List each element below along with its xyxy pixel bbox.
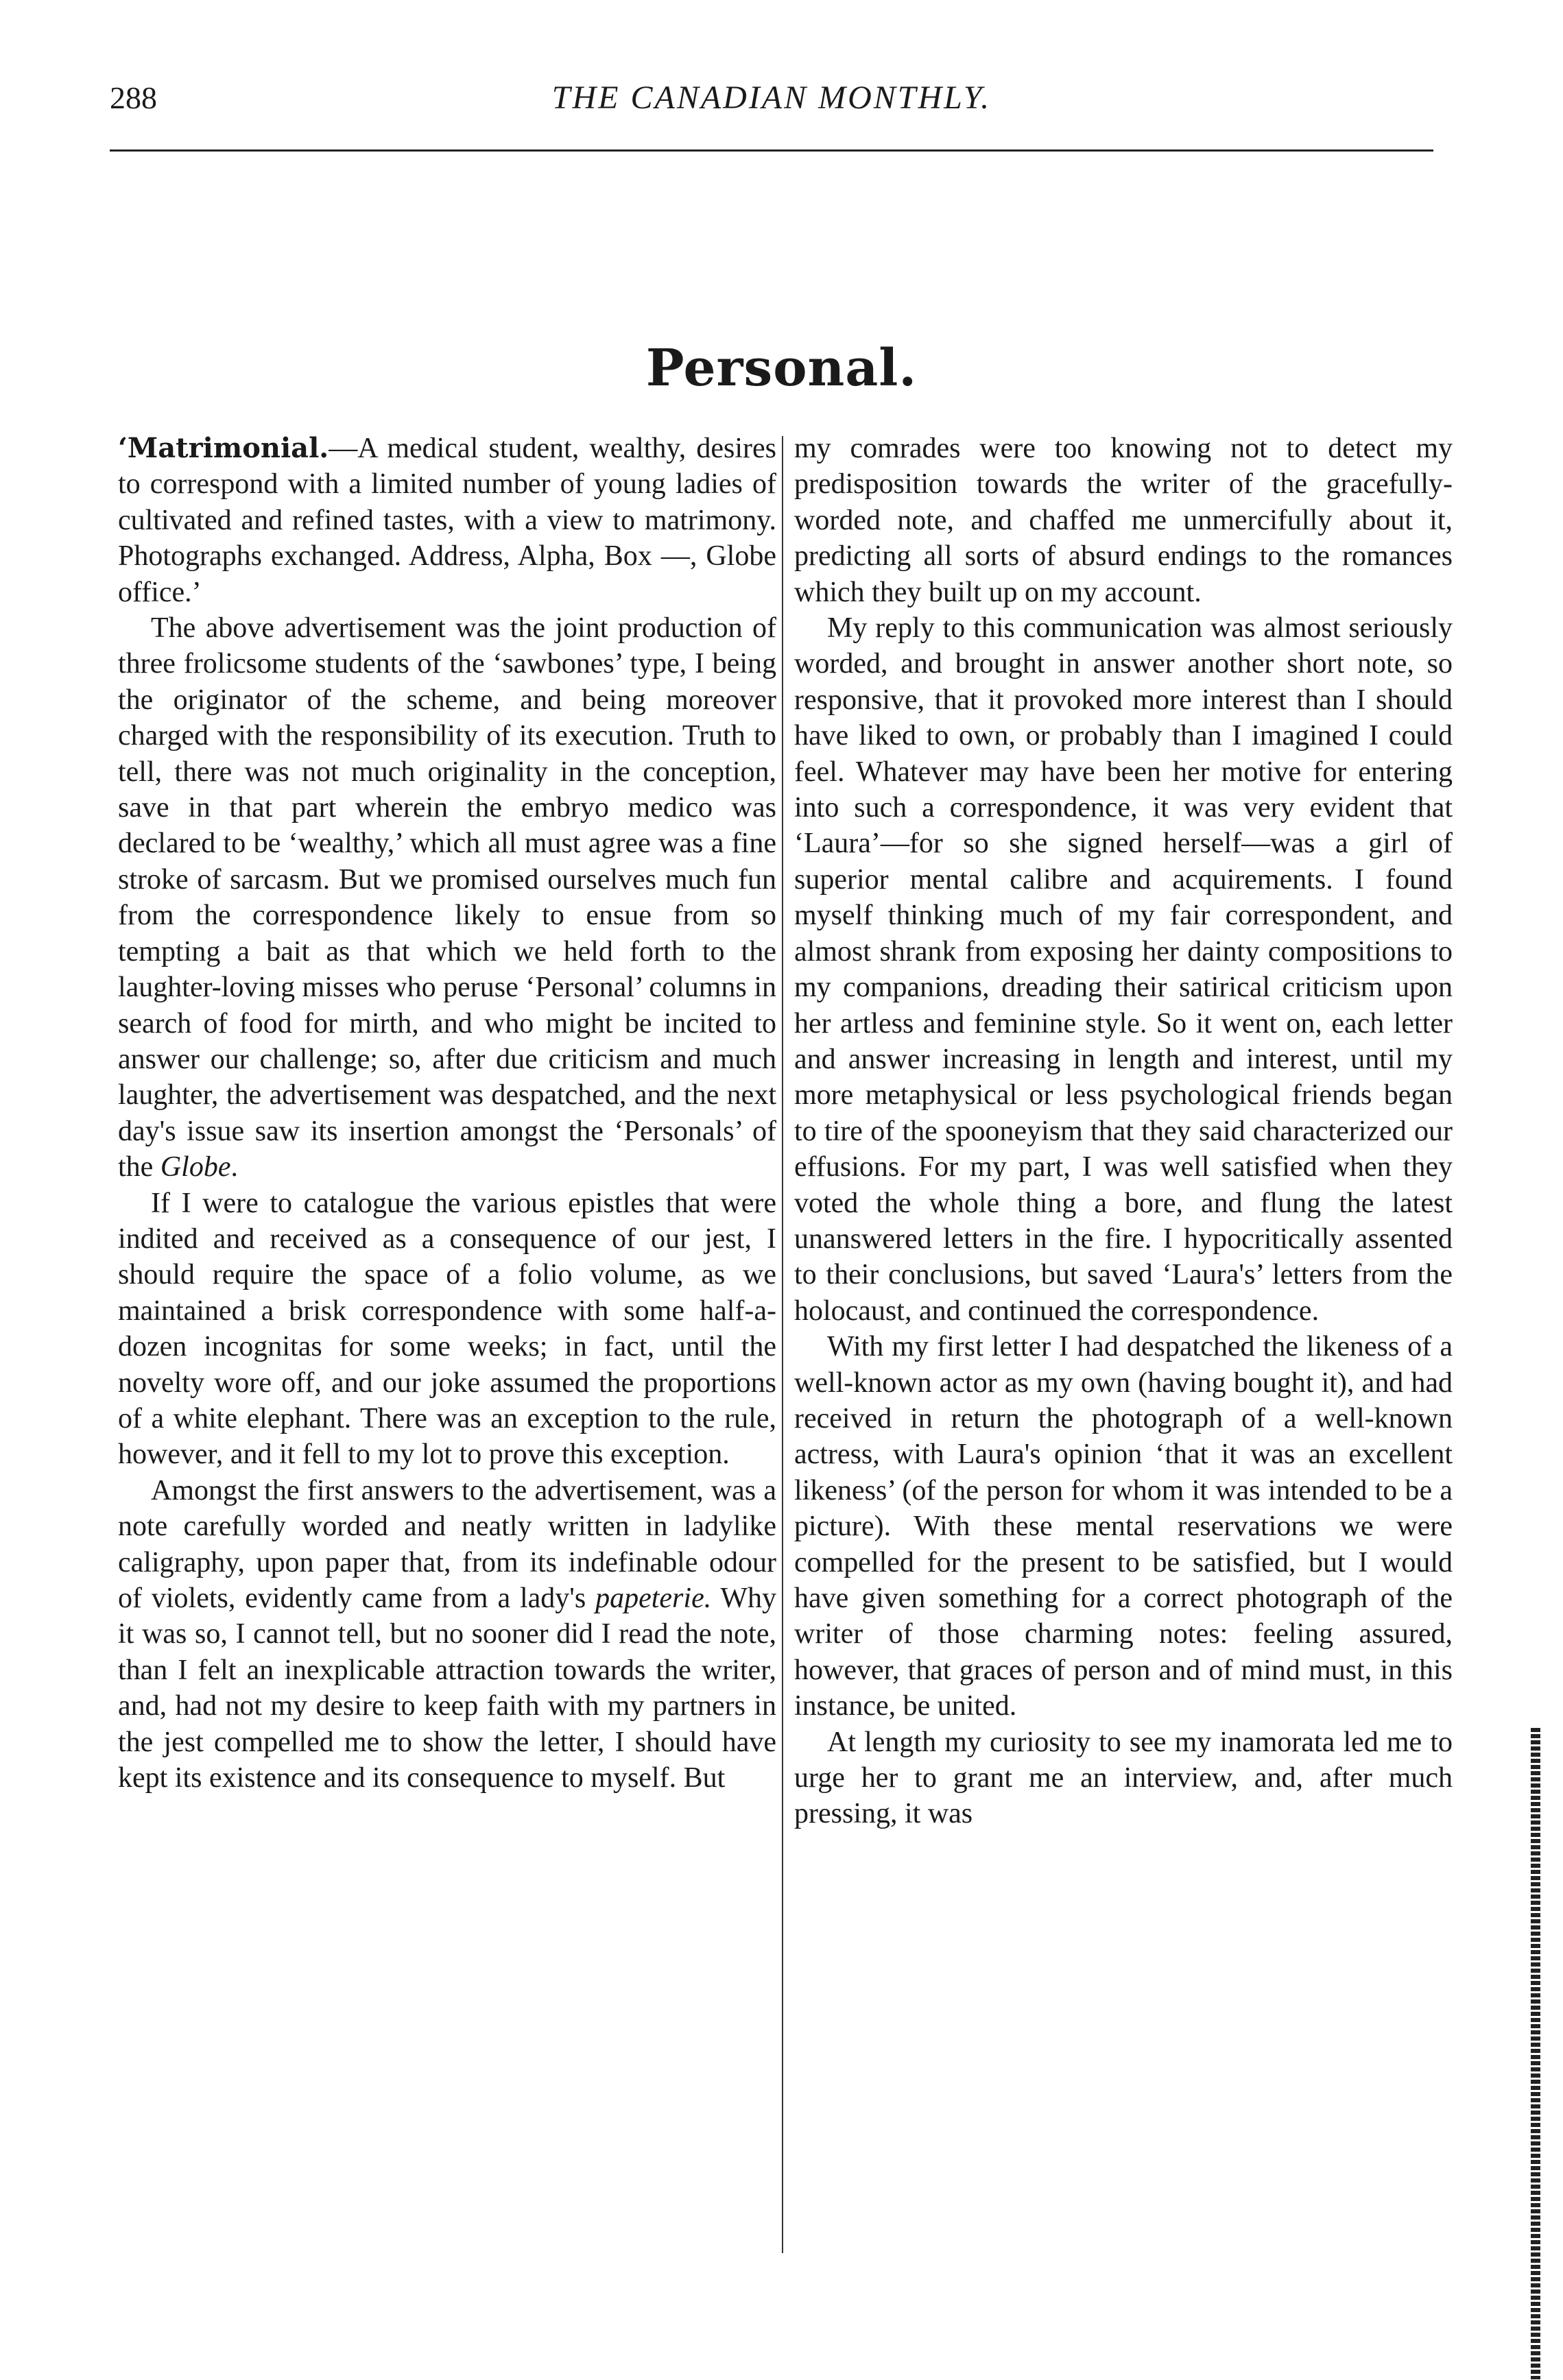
running-head xyxy=(110,74,1433,122)
journal-title: THE CANADIAN MONTHLY. xyxy=(551,80,992,116)
paragraph-text-continued: Why it was so, I cannot tell, but no sooner did I read the note, than I felt an inexplicable attraction towards the writer, and, had not my desire to keep faith with my partners in the jest compelled me to show the letter, I should have kept its existence and its consequence to myself. But xyxy=(118,1583,776,1794)
paragraph xyxy=(794,610,1453,1329)
left-column xyxy=(118,431,776,1796)
paragraph-text: The above advertisement was the joint production of three frolicsome students of the ‘sawbones’ type, I being the originator of the scheme, and being moreover charged with the responsibility of its execution. Truth to tell, there was not much originality in the conception, save in that part wherein the embryo medico was declared to be ‘wealthy,’ which all must agree was a fine stroke of sarcasm. But we promised ourselves much fun from the correspondence likely to ensue from so tempting a bait as that which we held forth to the laughter-loving misses who peruse ‘Personal’ columns in search of food for mirth, and who might be incited to answer our challenge; so, after due criticism and much laughter, the advertisement was despatched, and the next day's issue saw its insertion amongst the ‘Personals’ of the xyxy=(118,612,776,1183)
paragraph xyxy=(794,1329,1453,1724)
advertisement-heading: ‘Matrimonial. xyxy=(118,432,329,464)
paragraph xyxy=(118,610,776,1186)
paragraph xyxy=(794,1724,1453,1832)
paragraph-text: If I were to catalogue the various epistles that were indited and received as a consequence of our jest, I should require the space of a folio volume, as we maintained a brisk correspondence with some half-a-dozen incognitas for some weeks; in fact, until the novelty wore off, and our joke assumed the proportions of a white elephant. There was an exception to the rule, however, and it fell to my lot to prove this exception. xyxy=(118,1187,776,1471)
paragraph xyxy=(794,431,1453,610)
paragraph-advertisement xyxy=(118,431,776,610)
italic-word: papeterie. xyxy=(595,1583,712,1614)
advertisement-text: —A medical student, wealthy, desires to correspond with a limited number of young ladies of cultivated and refined tastes, with a view to matrimony. Photographs exchanged. Address, Alpha, Box —, Globe office.’ xyxy=(118,433,776,608)
paragraph-text: My reply to this communication was almost seriously worded, and brought in answer another short note, so responsive, that it provoked more interest than I should have liked to own, or probably than I imagined I could feel. Whatever may have been her motive for entering into such a correspondence, it was very evident that ‘Laura’—for so she signed herself—was a girl of superior mental calibre and acquirements. I found myself thinking much of my fair correspondent, and almost shrank from exposing her dainty compositions to my companions, dreading their satirical criticism upon her artless and feminine style. So it went on, each letter and answer increasing in length and interest, until my more metaphysical or less psychological friends began to tire of the spooneyism that they said characterized our effusions. For my part, I was well satisfied when they voted the whole thing a bore, and flung the latest unanswered letters in the fire. I hypocritically assented to their conclusions, but saved ‘Laura's’ letters from the holocaust, and continued the correspondence. xyxy=(794,612,1453,1327)
paragraph-text: Amongst the first answers to the advertisement, was a note carefully worded and neatly written in ladylike caligraphy, upon paper that, from its indefinable odour of violets, evidently came from a lady's xyxy=(118,1474,776,1614)
section-title: Personal. xyxy=(645,339,918,398)
newspaper-name: Globe xyxy=(160,1151,231,1183)
page-number: 288 xyxy=(110,80,157,115)
paragraph-text: At length my curiosity to see my inamorata led me to urge her to grant me an interview, and, after much pressing, it was xyxy=(794,1726,1453,1830)
header-rule xyxy=(110,149,1433,152)
column-divider xyxy=(782,436,783,2253)
paragraph-text: my comrades were too knowing not to detect my predisposition towards the writer of the gracefully-worded note, and chaffed me unmercifully about it, predicting all sorts of absurd endings to the romances which they built up on my account. xyxy=(794,433,1453,608)
punctuation: . xyxy=(230,1151,238,1183)
paragraph xyxy=(118,1186,776,1473)
paragraph-text: With my first letter I had despatched the likeness of a well-known actor as my own (having bought it), and had received in return the photograph of a well-known actress, with Laura's opinion ‘that it was an excellent likeness’ (of the person for whom it was intended to be a picture). With these mental reservations we were compelled for the present to be satisfied, but I would have given something for a correct photograph of the writer of those charming notes: feeling assured, however, that graces of person and of mind must, in this instance, be united. xyxy=(794,1331,1453,1722)
scan-edge-mark xyxy=(1531,1728,1540,2379)
paragraph xyxy=(118,1473,776,1796)
right-column xyxy=(794,431,1453,1832)
